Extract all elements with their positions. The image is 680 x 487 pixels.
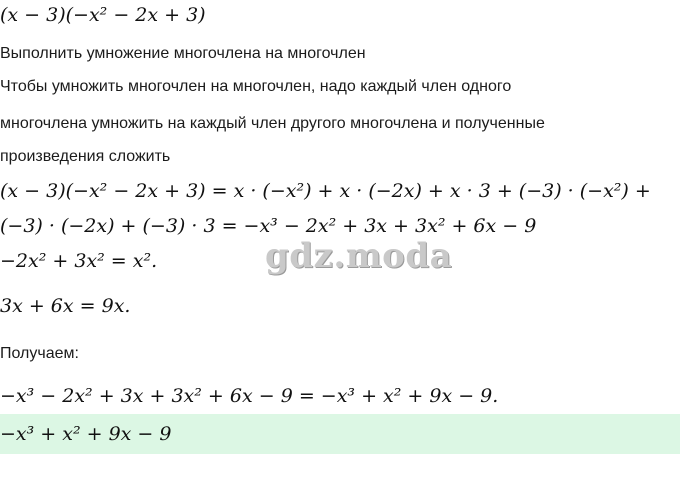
problem-expression: (x − 3)(−x² − 2x + 3): [0, 4, 206, 26]
result-full-expression: −x³ − 2x² + 3x + 3x² + 6x − 9 = −x³ + x² + 9x − 9.: [0, 385, 499, 407]
expansion-line-2: (−3) · (−2x) + (−3) · 3 = −x³ − 2x² + 3x + 3x² + 6x − 9: [0, 215, 537, 237]
final-answer: −x³ + x² + 9x − 9: [0, 423, 172, 445]
rule-text-line-1: Чтобы умножить многочлен на многочлен, надо каждый член одного: [0, 78, 512, 95]
like-terms-linear: 3x + 6x = 9x.: [0, 295, 131, 317]
expansion-line-1: (x − 3)(−x² − 2x + 3) = x · (−x²) + x · (−2x) + x · 3 + (−3) · (−x²) +: [0, 180, 651, 202]
result-label: Получаем:: [0, 345, 79, 362]
rule-text-line-3: произведения сложить: [0, 148, 171, 165]
step-title: Выполнить умножение многочлена на многочлен: [0, 45, 366, 62]
rule-text-line-2: многочлена умножить на каждый член другого многочлена и полученные: [0, 115, 545, 132]
watermark-logo: gdz.moda: [265, 236, 453, 276]
like-terms-squares: −2x² + 3x² = x².: [0, 250, 158, 272]
